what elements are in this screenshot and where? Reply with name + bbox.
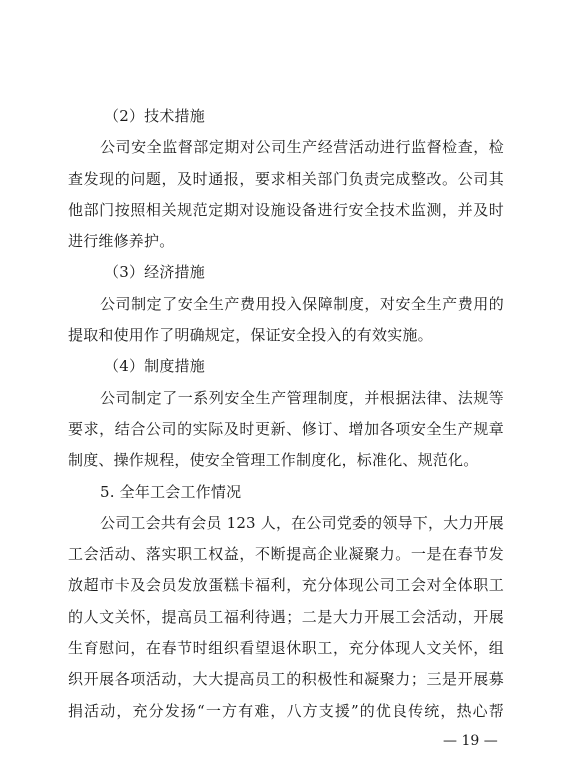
paragraph-line: 的人文关怀，提高员工福利待遇；二是大力开展工会活动，开展: [68, 607, 504, 626]
document-body: [68, 101, 504, 727]
paragraph-line: 公司工会共有会员 123 人，在公司党委的领导下，大力开展: [100, 513, 504, 532]
paragraph-line: 放超市卡及会员发放蛋糕卡福利，充分体现公司工会对全体职工: [68, 576, 504, 595]
subsection-heading: （3）经济措施: [104, 263, 205, 282]
page-number: — 19 —: [443, 733, 498, 749]
paragraph-line: 进行维修养护。: [68, 232, 175, 251]
paragraph-line: 公司制定了一系列安全生产管理制度，并根据法律、法规等: [100, 388, 504, 407]
subsection-heading: （2）技术措施: [104, 107, 205, 125]
paragraph-line: 他部门按照相关规范定期对设施设备进行安全技术监测，并及时: [68, 200, 504, 219]
paragraph-line: 查发现的问题，及时通报，要求相关部门负责完成整改。公司其: [68, 169, 504, 188]
paragraph-line: 工会活动、落实职工权益，不断提高企业凝聚力。一是在春节发: [68, 545, 504, 564]
paragraph-line: 要求，结合公司的实际及时更新、修订、增加各项安全生产规章: [68, 419, 504, 438]
paragraph-line: 生育慰问，在春节时组织看望退休职工，充分体现人文关怀，组: [68, 639, 504, 658]
subsection-heading: （4）制度措施: [104, 357, 205, 376]
section-heading: 5. 全年工会工作情况: [100, 482, 242, 501]
paragraph-line: 制度、操作规程，使安全管理工作制度化，标准化、规范化。: [68, 451, 479, 470]
paragraph-line: 织开展各项活动，大大提高员工的积极性和凝聚力；三是开展募: [68, 670, 504, 689]
paragraph-line: 提取和使用作了明确规定，保证安全投入的有效实施。: [68, 326, 433, 345]
paragraph-line: 捐活动，充分发扬“一方有难，八方支援”的优良传统，热心帮: [68, 701, 504, 720]
paragraph-line: 公司安全监督部定期对公司生产经营活动进行监督检查，检: [100, 138, 504, 157]
paragraph-line: 公司制定了安全生产费用投入保障制度，对安全生产费用的: [100, 294, 504, 313]
